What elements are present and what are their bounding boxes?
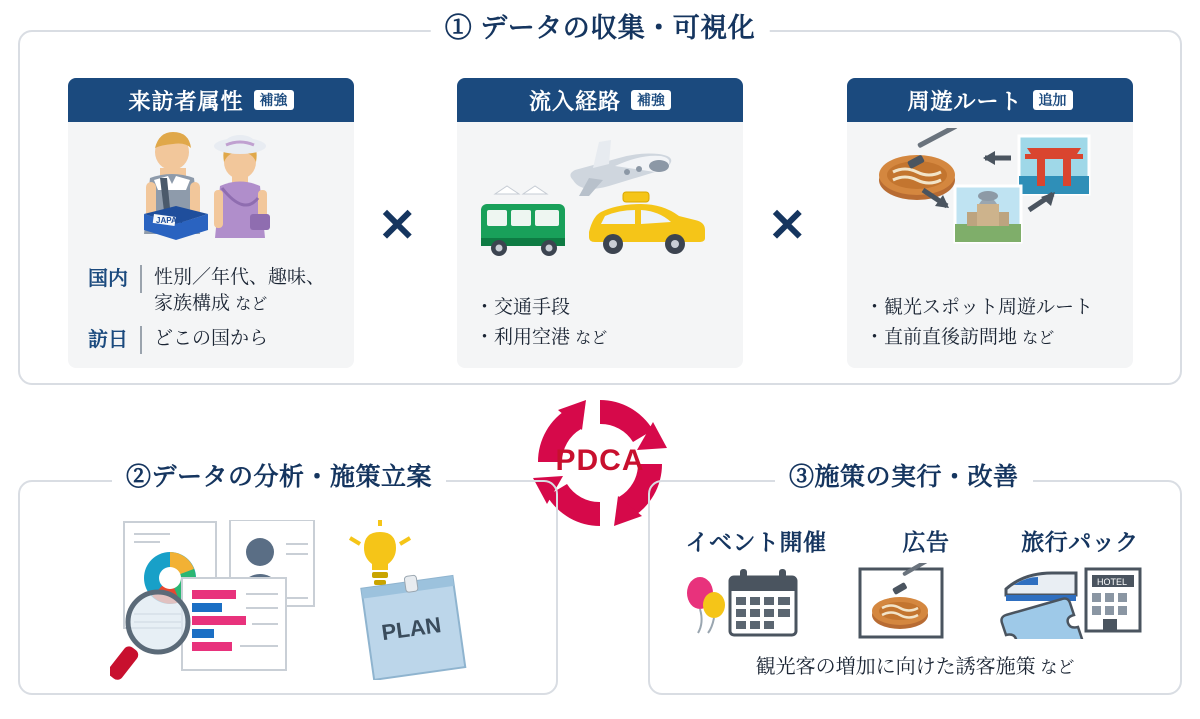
multiply-icon-1: ✕	[378, 199, 417, 251]
magnifier-icon	[110, 592, 188, 680]
bullet-item: ・直前直後訪問地 など	[865, 326, 1055, 348]
attr-label-domestic: 国内	[88, 265, 142, 293]
measure-caption: 広告	[902, 529, 950, 555]
bullet-item: ・利用空港 など	[475, 326, 608, 348]
card-bullets	[475, 293, 607, 352]
travel-package-icon	[1000, 561, 1160, 639]
card-body	[847, 122, 1133, 368]
card-inflow-route	[457, 78, 743, 368]
card-tag: 追加	[1033, 90, 1073, 111]
section-3-title: ③施策の実行・改善	[775, 465, 1033, 490]
card-bullets	[865, 293, 1093, 352]
section-2-title: ②データの分析・施策立案	[112, 465, 446, 490]
measure-note-text: 観光客の増加に向けた誘客施策	[755, 656, 1036, 678]
section-1-title: ① データの収集・可視化	[431, 15, 770, 42]
multiply-icon-2: ✕	[768, 199, 807, 251]
card-header	[847, 78, 1133, 122]
pdca-label: PDCA	[555, 444, 645, 477]
svg-text:HOTEL: HOTEL	[1097, 577, 1128, 587]
card-title: 流入経路	[528, 88, 621, 114]
card-header	[457, 78, 743, 122]
card-tag: 補強	[631, 90, 671, 111]
bullet-item: ・交通手段	[475, 297, 571, 319]
attr-label-inbound: 訪日	[88, 326, 142, 354]
attr-value-domestic: 性別／年代、趣味、 家族構成 など	[154, 266, 326, 315]
attr-value-inbound: どこの国から	[154, 328, 269, 349]
idea-plan-icon	[350, 520, 465, 680]
measure-note	[648, 650, 1182, 679]
measure-event	[676, 524, 836, 639]
card-title: 来訪者属性	[128, 88, 244, 114]
analysis-illustration	[110, 520, 490, 680]
measure-caption: 旅行パック	[1021, 529, 1139, 555]
svg-text:PLAN: PLAN	[379, 612, 443, 646]
measure-travel-package	[1000, 524, 1160, 639]
advertisement-icon	[846, 563, 1006, 641]
measure-caption: イベント開催	[685, 529, 827, 555]
card-tour-route	[847, 78, 1133, 368]
card-header	[68, 78, 354, 122]
event-calendar-icon	[676, 563, 836, 639]
card-body	[457, 122, 743, 368]
measure-note-suffix: など	[1035, 658, 1075, 677]
bullet-item: ・観光スポット周遊ルート	[865, 297, 1094, 319]
card-tag: 補強	[254, 90, 294, 111]
visitor-attribute-table	[88, 265, 325, 354]
measure-advertisement	[846, 524, 1006, 641]
card-body	[68, 122, 354, 368]
card-visitor-attributes	[68, 78, 354, 368]
svg-text:JAPAN: JAPAN	[156, 216, 183, 225]
bar-chart-icon	[182, 578, 286, 670]
card-title: 周遊ルート	[907, 88, 1023, 114]
